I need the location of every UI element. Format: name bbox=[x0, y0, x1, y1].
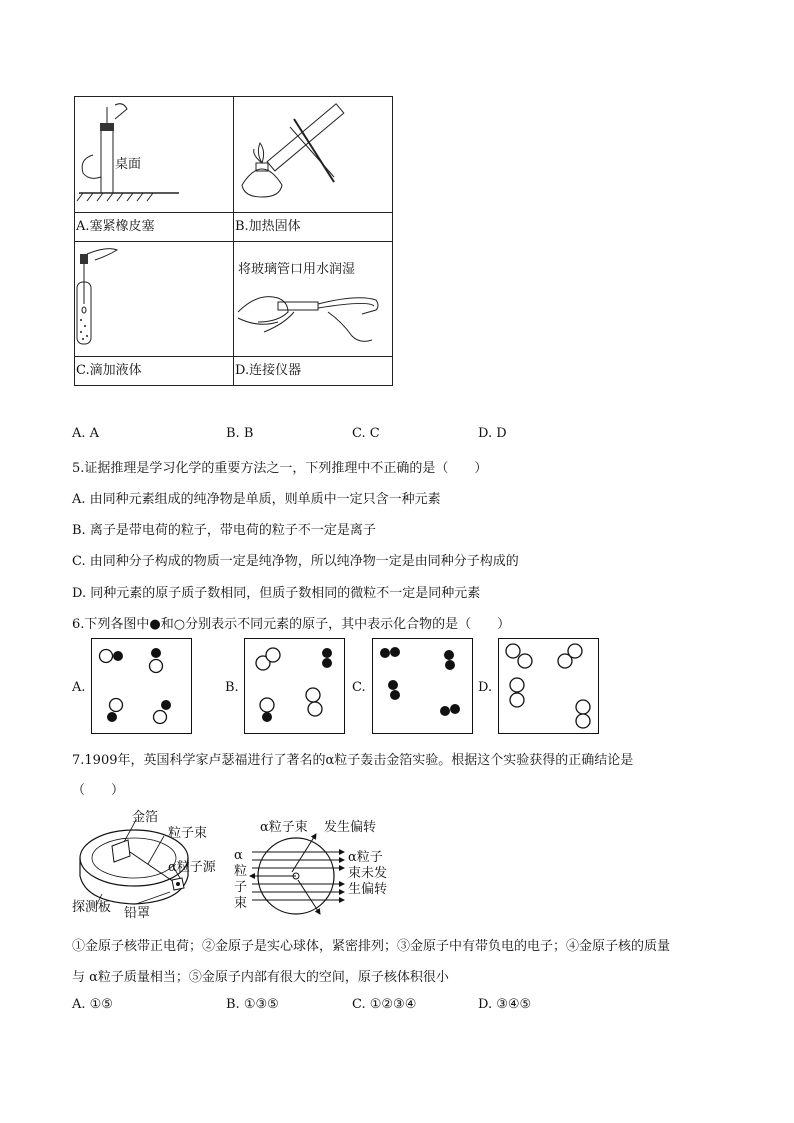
q7-apparatus-diagram bbox=[72, 806, 232, 921]
alpha-vertical-label: α 粒 子 束 bbox=[234, 848, 248, 911]
q5-option-b: B. 离子是带电荷的粒子，带电荷的粒子不一定是离子 bbox=[72, 523, 376, 538]
q5-option-d: D. 同种元素的原子质子数相同，但质子数相同的微粒不一定是同种元素 bbox=[72, 586, 481, 601]
q7-option-b: B. ①③⑤ bbox=[226, 997, 279, 1012]
q6-label-a: A. bbox=[72, 680, 86, 695]
stopper-illustration bbox=[75, 97, 233, 212]
q7-stem-line2: （ ） bbox=[72, 783, 125, 798]
cell-c-label: C.滴加液体 bbox=[76, 363, 142, 378]
q6-box-b bbox=[244, 638, 345, 734]
foil-label: 金箔 bbox=[132, 810, 159, 825]
q6-particles-c bbox=[373, 639, 472, 733]
beam-top-label: α粒子束 bbox=[260, 820, 308, 835]
q6-particles-d bbox=[499, 639, 598, 733]
no-deflect-label: α粒子 束未发 生偏转 bbox=[348, 850, 388, 897]
heating-illustration bbox=[234, 97, 392, 212]
cell-d-image bbox=[234, 242, 393, 357]
source-label: α粒子源 bbox=[168, 860, 216, 875]
cell-b-label: B.加热固体 bbox=[235, 219, 301, 234]
q7-statements-line2: 与 α粒子质量相当；⑤金原子内部有很大的空间，原子核体积很小 bbox=[72, 970, 449, 985]
dropper-illustration bbox=[75, 242, 233, 356]
q6-stem: 6.下列各图中●和○分别表示不同元素的原子，其中表示化合物的是（ ） bbox=[72, 617, 511, 632]
cell-d-label: D.连接仪器 bbox=[235, 363, 302, 378]
cell-b-image bbox=[234, 97, 393, 213]
q5-option-c: C. 由同种分子构成的物质一定是纯净物，所以纯净物一定是由同种分子构成的 bbox=[72, 554, 519, 569]
moisten-note: 将玻璃管口用水润湿 bbox=[238, 262, 356, 277]
experiment-table bbox=[74, 96, 393, 386]
q6-label-b: B. bbox=[225, 680, 239, 695]
q5-stem: 5.证据推理是学习化学的重要方法之一，下列推理中不正确的是（ ） bbox=[72, 461, 488, 476]
q4-option-d: D. D bbox=[478, 426, 507, 441]
table-surface-label: 桌面 bbox=[115, 157, 142, 172]
cell-c-image bbox=[75, 242, 234, 357]
q4-option-c: C. C bbox=[352, 426, 380, 441]
q7-option-c: C. ①②③④ bbox=[352, 997, 417, 1012]
q5-option-a: A. 由同种元素组成的纯净物是单质，则单质中一定只含一种元素 bbox=[72, 492, 441, 507]
q6-label-d: D. bbox=[478, 680, 493, 695]
detector-label: 探测板 bbox=[72, 900, 112, 915]
shield-label: 铅罩 bbox=[124, 906, 151, 921]
q4-option-b: B. B bbox=[226, 426, 254, 441]
q7-option-a: A. ①⑤ bbox=[72, 997, 113, 1012]
cell-a-image bbox=[75, 97, 234, 213]
q6-box-c bbox=[372, 638, 473, 734]
q7-option-d: D. ③④⑤ bbox=[478, 997, 532, 1012]
q7-scattering-diagram bbox=[232, 816, 402, 918]
q4-option-a: A. A bbox=[72, 426, 100, 441]
q7-stem-line1: 7.1909年，英国科学家卢瑟福进行了著名的α粒子轰击金箔实验。根据这个实验获得的正确结论是 bbox=[72, 753, 634, 768]
beam-label: 粒子束 bbox=[168, 826, 208, 841]
deflect-label: 发生偏转 bbox=[324, 820, 377, 835]
q6-box-a bbox=[91, 638, 192, 734]
q6-particles-a bbox=[92, 639, 191, 733]
q6-box-d bbox=[498, 638, 599, 734]
q6-label-c: C. bbox=[352, 680, 366, 695]
q7-statements-line1: ①金原子核带正电荷；②金原子是实心球体，紧密排列；③金原子中有带负电的电子；④金原子核的质量 bbox=[72, 939, 671, 954]
q6-particles-b bbox=[245, 639, 344, 733]
cell-a-label: A.塞紧橡皮塞 bbox=[76, 219, 155, 234]
